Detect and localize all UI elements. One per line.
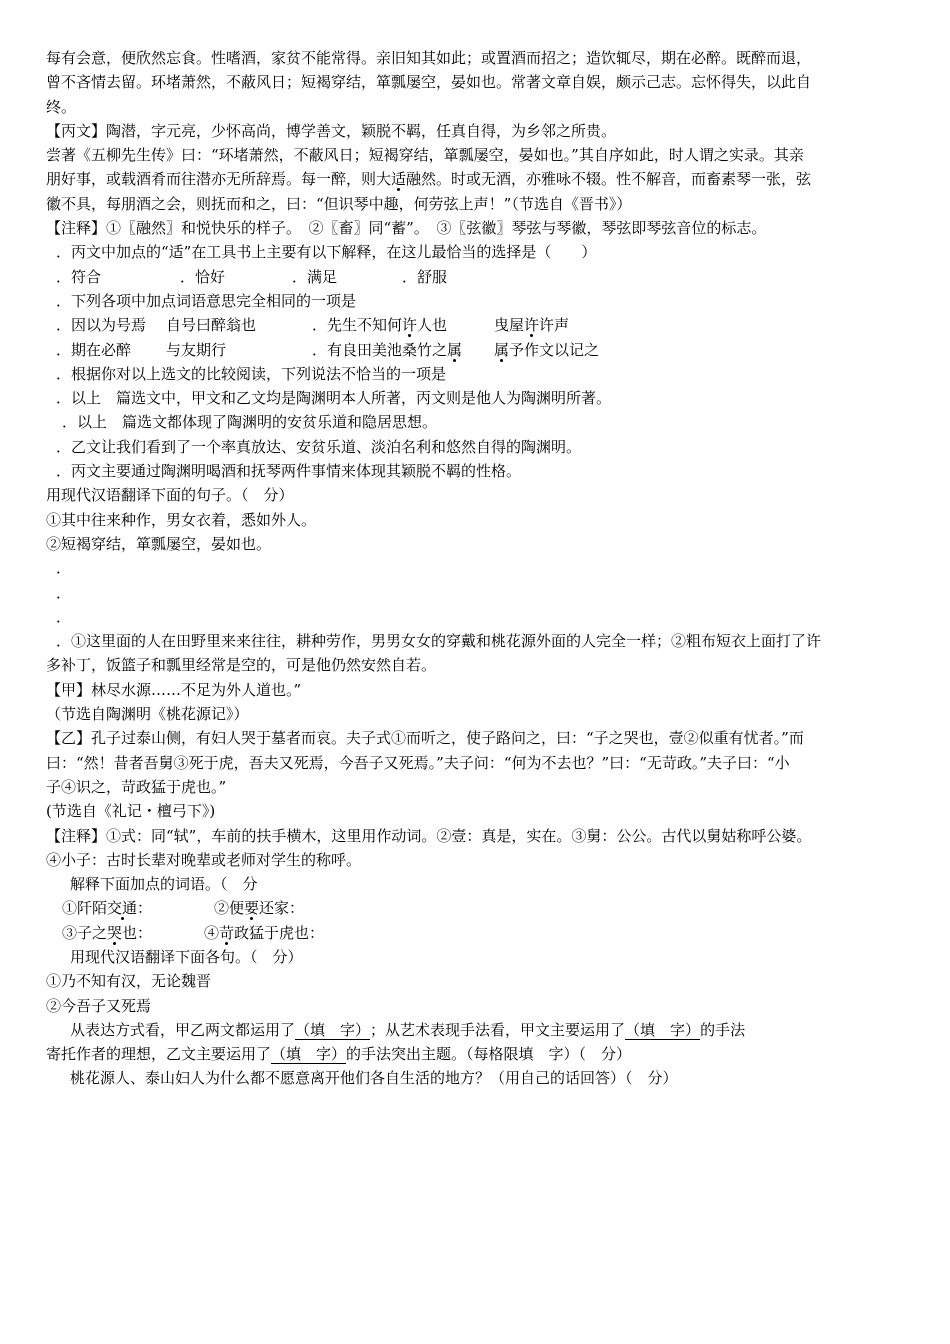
- jia-passage: 【甲】林尽水源……不足为外人道也。”: [46, 680, 302, 699]
- passage-line: 每有会意，便欣然忘食。性嗜酒，家贫不能常得。亲旧知其如此；或置酒而招之；造饮辄尽，期在必醉。既醉而退，: [46, 49, 812, 67]
- answer-line: ．①这里面的人在田野里来来往往，耕种劳作，男男女女的穿戴和桃花源外面的人完全一样；②粗布短衣上面打了许: [56, 632, 822, 651]
- question-7-line: 寄托作者的理想，乙文主要运用了（填 字）的手法突出主题。（每格限填 字）（ 分）: [46, 1045, 632, 1064]
- option-a: ．符合: [56, 267, 102, 286]
- question-8-stem: 桃花源人、泰山妇人为什么都不愿意离开他们各自生活的地方？（用自己的话回答）（ 分）: [70, 1069, 678, 1088]
- passage-line: 曾不吝情去留。环堵萧然，不蔽风日；短褐穿结，箪瓢屡空，晏如也。常著文章自娱，颇示己志。忘怀得失，以此自: [46, 73, 812, 92]
- bing-note: 【注释】①〖融然〗和悦快乐的样子。 ②〖畜〗同“蓄”。 ③〖弦徽〗琴弦与琴徽，琴弦即琴弦音位的标志。: [46, 219, 767, 238]
- answer-line: 多补丁，饭篮子和瓢里经常是空的，可是他仍然安然自若。: [46, 656, 437, 675]
- question-6-stem: 用现代汉语翻译下面各句。（ 分）: [70, 947, 303, 966]
- question-6-sentence: ①乃不知有汉，无论魏晋: [46, 972, 212, 991]
- bing-passage-line: 徽不具，每朋酒之会，则抚而和之，曰：“但识琴中趣，何劳弦上声！”（节选自《晋书》）: [46, 194, 632, 213]
- yi-passage-line: 【乙】孔子过泰山侧，有妇人哭于墓者而哀。夫子式①而听之，使子路问之，曰：“子之哭也，壹②似重有忧者。”而: [46, 729, 804, 748]
- answer-blank: （填 字）: [625, 1020, 701, 1039]
- question-3-option-d: ．丙文主要通过陶渊明喝酒和抚琴两件事情来体现其颖脱不羁的性格。: [56, 462, 522, 481]
- dotted-word: 适: [391, 170, 407, 189]
- question-3-option-c: ．乙文让我们看到了一个率真放达、安贫乐道、淡泊名利和悠然自得的陶渊明。: [56, 437, 582, 456]
- question-3-option-b: ．以上 篇选文都体现了陶渊明的安贫乐道和隐居思想。: [62, 413, 438, 432]
- question-7-line: 从表达方式看，甲乙两文都运用了（填 字）；从艺术表现手法看，甲文主要运用了（填 字）的手法: [70, 1020, 746, 1039]
- passage-line: 终。: [46, 97, 77, 116]
- question-1-options: [46, 265, 908, 289]
- yi-passage-line: 曰：“然！昔者吾舅③死于虎，吾夫又死焉，今吾子又死焉。”夫子问：“何为不去也？”曰：“无苛政。”夫子曰：“小: [46, 753, 790, 772]
- question-5-words: ③子之哭也： ④苛政猛于虎也：: [62, 923, 325, 942]
- bing-passage-line: 尝著《五柳先生传》曰：“环堵萧然，不蔽风日；短褐穿结，箪瓢屡空，晏如也。”其自序如此，时人谓之实录。其亲: [46, 146, 804, 165]
- bing-passage-heading: 【丙文】陶潜，字元亮，少怀高尚，博学善文，颖脱不羁，任真自得，为乡邻之所贵。: [46, 121, 617, 140]
- question-3-stem: ．根据你对以上选文的比较阅读，下列说法不恰当的一项是: [56, 364, 447, 383]
- option-b: ．恰好: [180, 267, 226, 286]
- answer-marker: ．: [56, 559, 72, 578]
- answer-blank: （填 字）: [271, 1045, 347, 1064]
- question-5-words: ①阡陌交通： ②便要还家：: [62, 899, 305, 918]
- document-page: [46, 46, 908, 1091]
- question-4-sentence: ①其中往来种作，男女衣着，悉如外人。: [46, 510, 317, 529]
- question-2-options-cd: ．期在必醉 与友期行 ．有良田美池桑竹之属 属予作文以记之: [56, 340, 600, 359]
- question-4-stem: 用现代汉语翻译下面的句子。（ 分）: [46, 486, 294, 505]
- question-5-stem: 解释下面加点的词语。（ 分: [70, 875, 258, 894]
- question-3-option-a: ．以上 篇选文中，甲文和乙文均是陶渊明本人所著，丙文则是他人为陶渊明所著。: [56, 389, 612, 408]
- answer-marker: ．: [56, 583, 72, 602]
- question-2-stem: ．下列各项中加点词语意思完全相同的一项是: [56, 291, 357, 310]
- bing-passage-line: 朋好事，或载酒肴而往潜亦无所辞焉。每一醉，则大适融然。时或无酒，亦雅咏不辍。性不解音，而畜素琴一张，弦: [46, 170, 812, 189]
- option-d: ．舒服: [402, 267, 448, 286]
- yi-note: ④小子：古时长辈对晚辈或老师对学生的称呼。: [46, 850, 362, 869]
- question-1-stem: ．丙文中加点的“适”在工具书上主要有以下解释，在这儿最恰当的选择是（ ）: [56, 243, 597, 262]
- question-6-sentence: ②今吾子又死焉: [46, 996, 152, 1015]
- yi-note: 【注释】①式：同“轼”，车前的扶手横木，这里用作动词。②壹：真是，实在。③舅：公公。古代以舅姑称呼公婆。: [46, 826, 812, 845]
- yi-passage-line: 子④识之，苛政猛于虎也。”: [46, 777, 227, 796]
- answer-marker: ．: [56, 607, 72, 626]
- option-c: ．满足: [292, 267, 338, 286]
- answer-blank: （填 字）: [295, 1020, 371, 1039]
- question-4-sentence: ②短褐穿结，箪瓢屡空，晏如也。: [46, 534, 272, 553]
- yi-source: (节选自《礼记・檀弓下》): [46, 802, 216, 821]
- jia-source: （节选自陶渊明《桃花源记》）: [46, 705, 249, 724]
- question-2-options-ab: ．因以为号焉 自号曰醉翁也 ．先生不知何许人也 曳屋许许声: [56, 316, 570, 335]
